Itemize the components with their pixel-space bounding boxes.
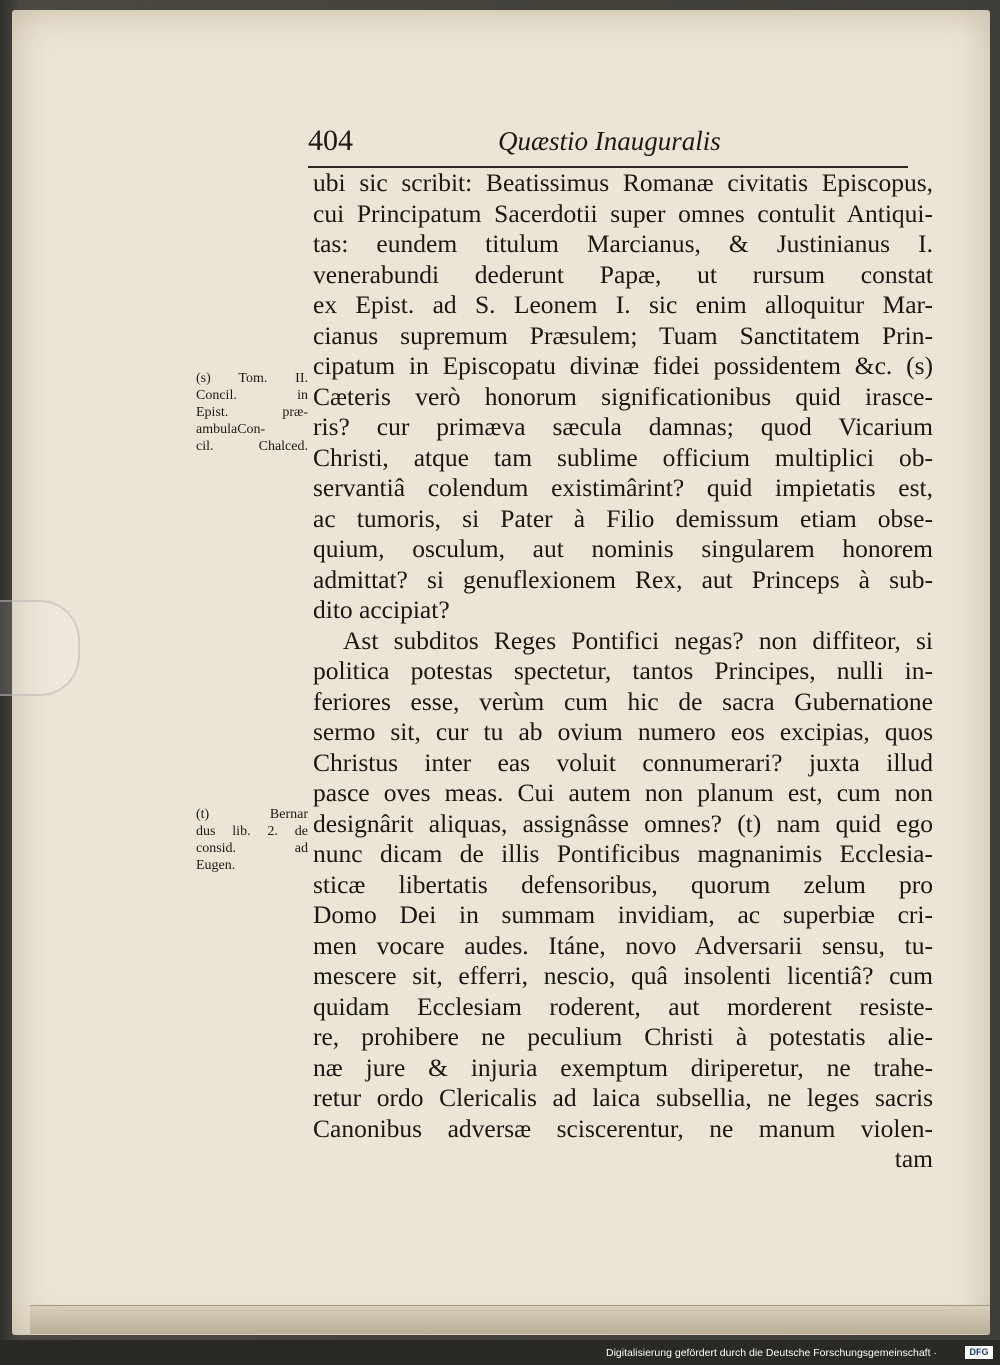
margin-note-line: Concil. in <box>196 388 308 403</box>
text-line: tas: eundem titulum Marcianus, & Justinianus I. <box>313 229 933 258</box>
text-line: Christi, atque tam sublime officium multiplici ob- <box>313 442 933 472</box>
text-line: ex Epist. ad S. Leonem I. sic enim alloquitur Mar- <box>313 290 933 319</box>
text-line: quidam Ecclesiam roderent, aut morderent resiste- <box>313 991 933 1021</box>
text-line: næ jure & injuria exemptum diriperetur, ne trahe- <box>313 1052 933 1082</box>
margin-note-line: dus lib. 2. de <box>196 824 308 839</box>
page-edge <box>30 1305 990 1334</box>
text-line: sermo sit, cur tu ab ovium numero eos excipias, quos <box>313 717 933 746</box>
text-line: retur ordo Clericalis ad laica subsellia, ne leges sacris <box>313 1083 933 1112</box>
margin-note-t <box>196 806 308 874</box>
text-line: cipatum in Episcopatu divinæ fidei possidentem &c. (s) <box>313 351 933 380</box>
margin-note-line: ambulaCon- <box>196 422 266 437</box>
margin-note-line: consid. ad <box>196 841 308 856</box>
text-line: Christus inter eas voluit connumerari? juxta illud <box>313 747 933 777</box>
text-line: nunc dicam de illis Pontificibus magnanimis Ecclesia- <box>313 839 933 868</box>
running-title: Quæstio Inauguralis <box>498 126 721 156</box>
margin-note-line: Epist. præ- <box>196 405 308 420</box>
text-line: politica potestas spectetur, tantos Principes, nulli in- <box>313 656 933 685</box>
margin-note-line: (s) Tom. II. <box>196 371 308 386</box>
text-line: venerabundi dederunt Papæ, ut rursum constat <box>313 259 933 289</box>
text-line: men vocare audes. Itáne, novo Adversarii sensu, tu- <box>313 930 933 960</box>
text-line: ac tumoris, si Pater à Filio demissum etiam obse- <box>313 503 933 533</box>
margin-note-s <box>196 370 308 455</box>
text-line: quium, osculum, aut nominis singularem honorem <box>313 534 933 563</box>
text-line: cui Principatum Sacerdotii super omnes contulit Antiqui- <box>313 198 933 228</box>
text-line: ubi sic scribit: Beatissimus Romanæ civitatis Episcopus, <box>313 168 933 197</box>
dfg-logo: DFG <box>965 1346 993 1359</box>
plastic-clip <box>0 600 80 696</box>
catchword: tam <box>894 1144 933 1173</box>
body-text <box>313 168 933 1175</box>
page-number: 404 <box>308 124 353 157</box>
page-header <box>308 122 908 168</box>
text-line: ris? cur primæva sæcula damnas; quod Vicarium <box>313 412 933 441</box>
margin-note-line: cil. Chalced. <box>196 439 308 454</box>
text-line: Canonibus adversæ sciscerentur, ne manum violen- <box>313 1113 933 1143</box>
margin-note-line: (t) Bernar <box>196 807 308 822</box>
digitization-credit: Digitalisierung gefördert durch die Deutsche Forschungsgemeinschaft · <box>606 1347 937 1359</box>
text-line: dito accipiat? <box>313 595 450 624</box>
text-line: feriores esse, verùm cum hic de sacra Gubernatione <box>313 686 933 716</box>
text-line: pasce oves meas. Cui autem non planum est, cum non <box>313 778 933 807</box>
text-line: cianus supremum Præsulem; Tuam Sanctitatem Prin- <box>313 320 933 350</box>
text-line: sticæ libertatis defensoribus, quorum zelum pro <box>313 869 933 899</box>
text-line: Ast subditos Reges Pontifici negas? non diffiteor, si <box>343 625 933 655</box>
text-line: designârit aliquas, assignâsse omnes? (t) nam quid ego <box>313 808 933 838</box>
text-line: re, prohibere ne peculium Christi à potestatis alie- <box>313 1022 933 1051</box>
text-line: Cæteris verò honorum significationibus quid irasce- <box>313 381 933 411</box>
text-line: mescere sit, efferri, nescio, quâ insolenti licentiâ? cum <box>313 961 933 990</box>
margin-note-line: Eugen. <box>196 858 236 873</box>
text-line: servantiâ colendum existimârint? quid impietatis est, <box>313 473 933 502</box>
text-line: Domo Dei in summam invidiam, ac superbiæ cri- <box>313 900 933 929</box>
text-line: admittat? si genuflexionem Rex, aut Princeps à sub- <box>313 564 933 594</box>
